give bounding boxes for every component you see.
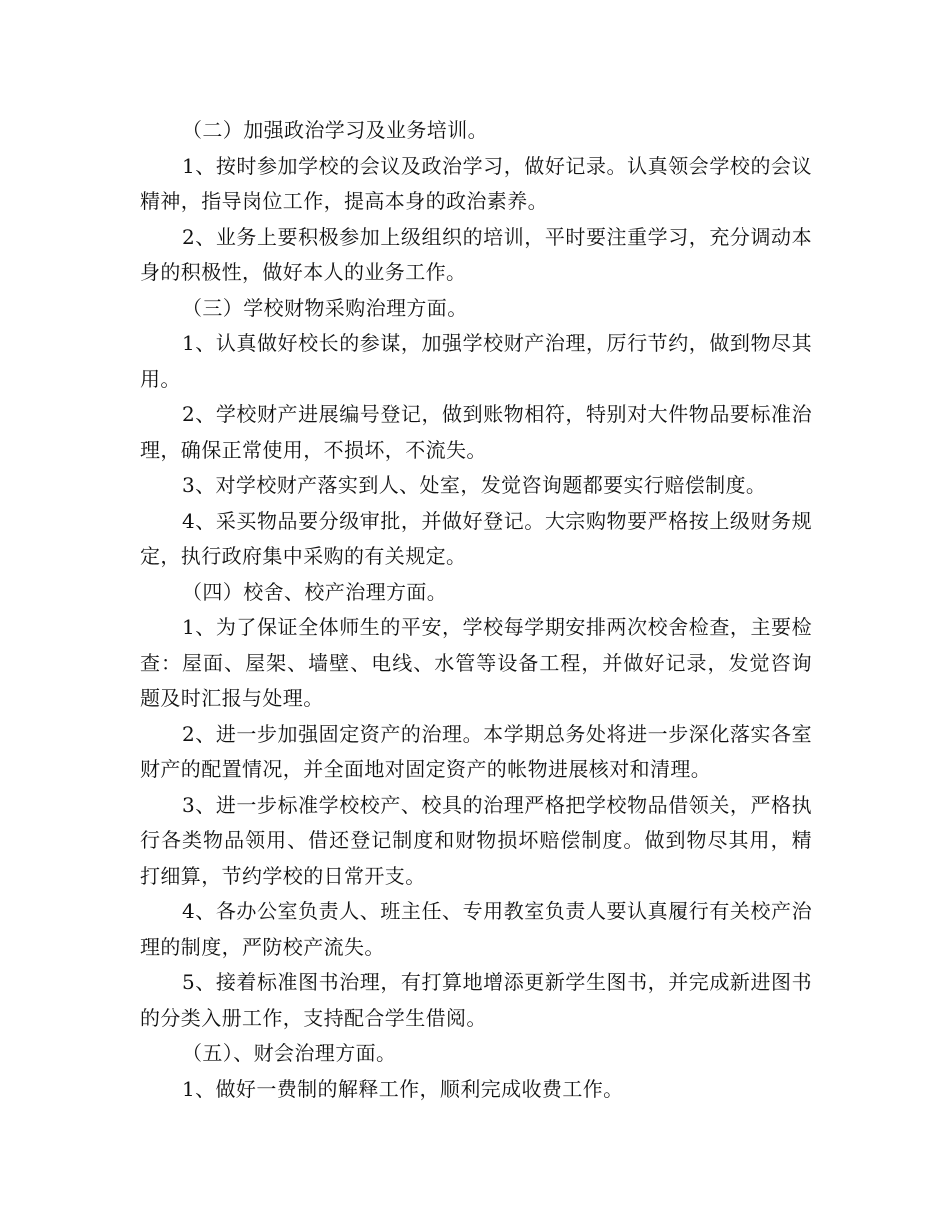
section-heading-5: （五）、财会治理方面。 — [182, 1041, 397, 1065]
paragraph: 4、采买物品要分级审批，并做好登记。大宗购物要严格按上级财务规定，执行政府集中采购的有关规定。 — [140, 508, 812, 568]
paragraph: 1、做好一费制的解释工作，顺利完成收费工作。 — [182, 1076, 624, 1101]
paragraph: 2、学校财产进展编号登记，做到账物相符，特别对大件物品要标准治理，确保正常使用，不损坏，不流失。 — [140, 402, 812, 462]
paragraph: 2、进一步加强固定资产的治理。本学期总务处将进一步深化落实各室财产的配置情况，并全面地对固定资产的帐物进展核对和清理。 — [140, 721, 812, 781]
paragraph: 1、按时参加学校的会议及政治学习，做好记录。认真领会学校的会议精神，指导岗位工作，提高本身的政治素养。 — [140, 153, 812, 213]
section-heading-4: （四）校舍、校产治理方面。 — [182, 579, 448, 604]
paragraph: 3、对学校财产落实到人、处室，发觉咨询题都要实行赔偿制度。 — [182, 473, 767, 497]
paragraph: 5、接着标准图书治理，有打算地增添更新学生图书，并完成新进图书的分类入册工作，支持配合学生借阅。 — [140, 970, 812, 1030]
paragraph: 1、为了保证全体师生的平安，学校每学期安排两次校舍检查，主要检查：屋面、屋架、墙壁、电线、水管等设备工程，并做好记录，发觉咨询题及时汇报与处理。 — [140, 615, 812, 710]
paragraph: 2、业务上要积极参加上级组织的培训，平时要注重学习，充分调动本身的积极性，做好本人的业务工作。 — [140, 224, 812, 284]
paragraph: 4、各办公室负责人、班主任、专用教室负责人要认真履行有关校产治理的制度，严防校产流失。 — [140, 899, 812, 959]
section-heading-2: （二）加强政治学习及业务培训。 — [182, 118, 488, 142]
paragraph: 3、进一步标准学校校产、校具的治理严格把学校物品借领关，严格执行各类物品领用、借还登记制度和财物损坏赔偿制度。做到物尽其用，精打细算，节约学校的日常开支。 — [140, 792, 812, 888]
section-heading-3: （三）学校财物采购治理方面。 — [182, 295, 468, 320]
paragraph: 1、认真做好校长的参谋，加强学校财产治理，厉行节约，做到物尽其用。 — [140, 331, 812, 391]
document-body — [140, 113, 812, 1107]
